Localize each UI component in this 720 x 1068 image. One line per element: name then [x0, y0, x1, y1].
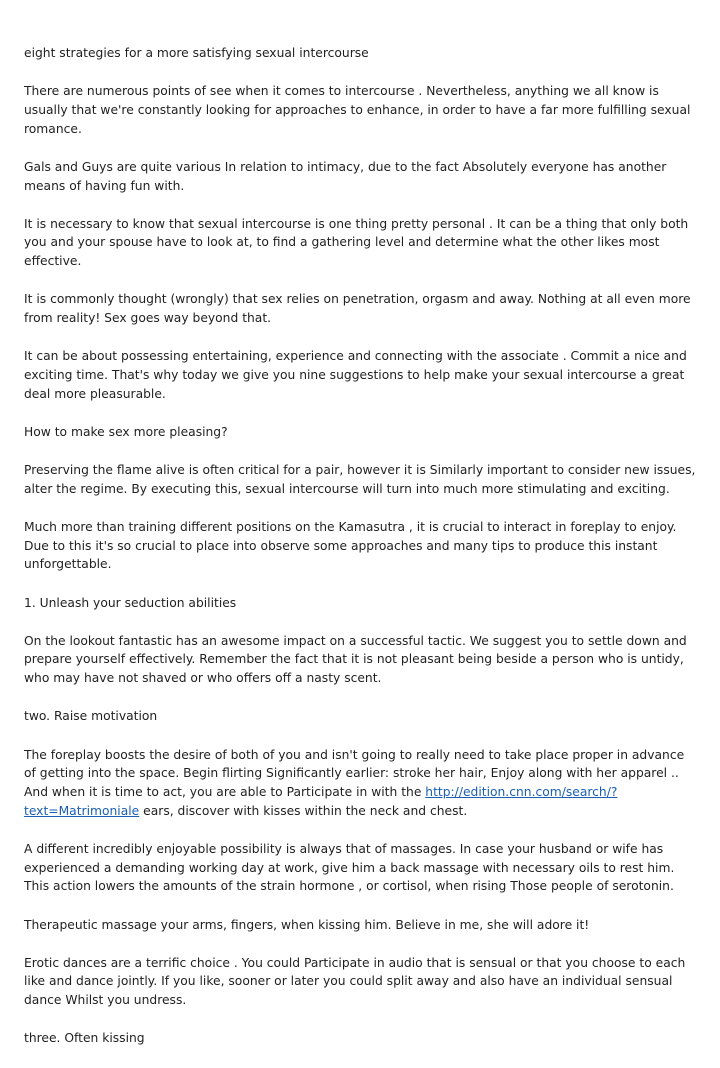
paragraph-text: ears, discover with kisses within the neck and chest. — [139, 803, 468, 818]
section-heading: two. Raise motivation — [24, 709, 158, 724]
paragraph-with-link — [24, 746, 699, 821]
section-heading: 1. Unleash your seduction abilities — [24, 595, 237, 610]
paragraph: It is necessary to know that sexual intercourse is one thing pretty personal . It can be a thing that only both you and your spouse have to look at, to find a gathering level and determine what the other likes most effective. — [24, 216, 689, 269]
document-title: eight strategies for a more satisfying sexual intercourse — [24, 46, 369, 60]
paragraph: On the lookout fantastic has an awesome impact on a successful tactic. We suggest you to settle down and prepare yourself effectively. Remember the fact that it is not pleasant being beside a person who is untidy, who may have not shaved or who offers off a nasty scent. — [24, 633, 687, 686]
document-body — [24, 44, 699, 1068]
section-heading: How to make sex more pleasing? — [24, 424, 228, 439]
paragraph: Erotic dances are a terrific choice . You could Participate in audio that is sensual or that you choose to each like and dance jointly. If you like, sooner or later you could split away and also have an individual sensual dance Whilst you undress. — [24, 955, 686, 1008]
paragraph-text: The foreplay boosts the desire of both of you and isn't going to really need to take place proper in advance of getting into the space. Begin flirting Significantly earlier: stroke her hair, Enjoy along with her apparel .. And when it is time to act, you are able to Participate in with the — [24, 747, 685, 799]
paragraph: Much more than training different positions on the Kamasutra , it is crucial to interact in foreplay to enjoy. Due to this it's so crucial to place into observe some approaches and many tips to produce this instant unforgettable. — [24, 519, 677, 572]
paragraph: Gals and Guys are quite various In relation to intimacy, due to the fact Absolutely everyone has another means of having fun with. — [24, 159, 667, 193]
paragraph: Therapeutic massage your arms, fingers, when kissing him. Believe in me, she will adore it! — [24, 917, 590, 932]
paragraph: It can be about possessing entertaining, experience and connecting with the associate . Commit a nice and exciting time. That's why today we give you nine suggestions to help make your sexual intercourse a great deal more pleasurable. — [24, 349, 687, 401]
paragraph: It is commonly thought (wrongly) that sex relies on penetration, orgasm and away. Nothing at all even more from reality! Sex goes way beyond that. — [24, 292, 691, 326]
paragraph: There are numerous points of see when it comes to intercourse . Nevertheless, anything we all know is usually that we're constantly looking for approaches to enhance, in order to have a far more fulfilling sexual romance. — [24, 84, 691, 136]
paragraph: A different incredibly enjoyable possibility is always that of massages. In case your husband or wife has experienced a demanding working day at work, give him a back massage with necessary oils to rest him. This action lowers the amounts of the strain hormone , or cortisol, when rising Those people of serotonin. — [24, 841, 675, 894]
section-heading: three. Often kissing — [24, 1031, 145, 1046]
search-link[interactable]: http://edition.cnn.com/search/?text=Matrimoniale — [24, 784, 618, 818]
paragraph: Preserving the flame alive is often critical for a pair, however it is Similarly important to consider new issues, alter the regime. By executing this, sexual intercourse will turn into much more stimulating and exciting. — [24, 463, 696, 496]
